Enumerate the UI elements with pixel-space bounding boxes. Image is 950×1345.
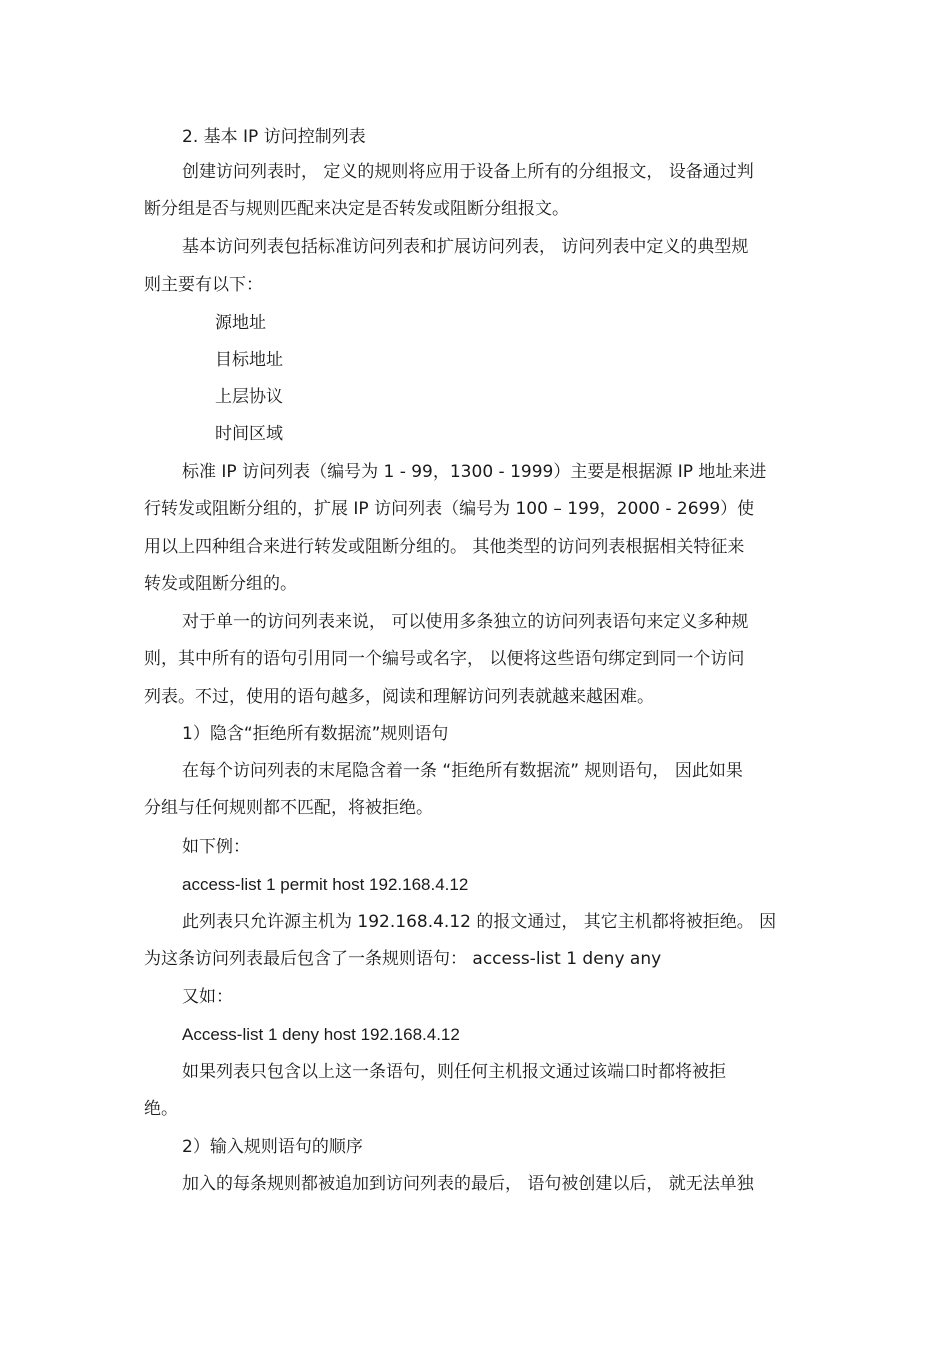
code-line: Access-list 1 deny host 192.168.4.12 [182,1025,460,1044]
paragraph-line: 创建访问列表时， 定义的规则将应用于设备上所有的分组报文， 设备通过判 [182,162,754,182]
subsection-heading: 1）隐含“拒绝所有数据流”规则语句 [182,724,449,744]
subsection-heading: 2）输入规则语句的顺序 [182,1137,363,1157]
paragraph-line: 对于单一的访问列表来说， 可以使用多条独立的访问列表语句来定义多种规 [182,612,749,632]
paragraph-line: 此列表只允许源主机为 192.168.4.12 的报文通过， 其它主机都将被拒绝。 因 [182,912,777,932]
list-item: 目标地址 [215,350,283,370]
paragraph-line: 在每个访问列表的末尾隐含着一条 “拒绝所有数据流” 规则语句， 因此如果 [182,761,743,781]
paragraph-line: 绝。 [144,1099,178,1119]
paragraph-line: 则，其中所有的语句引用同一个编号或名字， 以便将这些语句绑定到同一个访问 [144,649,745,669]
list-item: 时间区域 [215,424,283,444]
list-item: 上层协议 [215,387,283,407]
paragraph-line: 用以上四种组合来进行转发或阻断分组的。 其他类型的访问列表根据相关特征来 [144,537,745,557]
paragraph-line: 为这条访问列表最后包含了一条规则语句： access-list 1 deny any [144,949,662,969]
paragraph-line: 分组与任何规则都不匹配，将被拒绝。 [144,798,433,818]
code-line: access-list 1 permit host 192.168.4.12 [182,875,469,894]
paragraph-line: 基本访问列表包括标准访问列表和扩展访问列表， 访问列表中定义的典型规 [182,237,749,257]
paragraph-line: 如下例： [182,837,250,857]
paragraph-line: 又如： [182,987,233,1007]
paragraph-line: 列表。不过，使用的语句越多，阅读和理解访问列表就越来越困难。 [144,687,654,707]
paragraph-line: 如果列表只包含以上这一条语句，则任何主机报文通过该端口时都将被拒 [182,1062,726,1082]
section-heading: 2. 基本 IP 访问控制列表 [182,127,366,147]
paragraph-line: 则主要有以下： [144,275,263,295]
paragraph-line: 转发或阻断分组的。 [144,574,297,594]
paragraph-line: 断分组是否与规则匹配来决定是否转发或阻断分组报文。 [144,199,569,219]
paragraph-line: 标准 IP 访问列表（编号为 1 - 99，1300 - 1999）主要是根据源 IP 地址来进 [182,462,767,482]
paragraph-line: 行转发或阻断分组的，扩展 IP 访问列表（编号为 100 – 199，2000 - 2699）使 [144,499,755,519]
list-item: 源地址 [215,313,266,333]
paragraph-line: 加入的每条规则都被追加到访问列表的最后， 语句被创建以后， 就无法单独 [182,1174,754,1194]
